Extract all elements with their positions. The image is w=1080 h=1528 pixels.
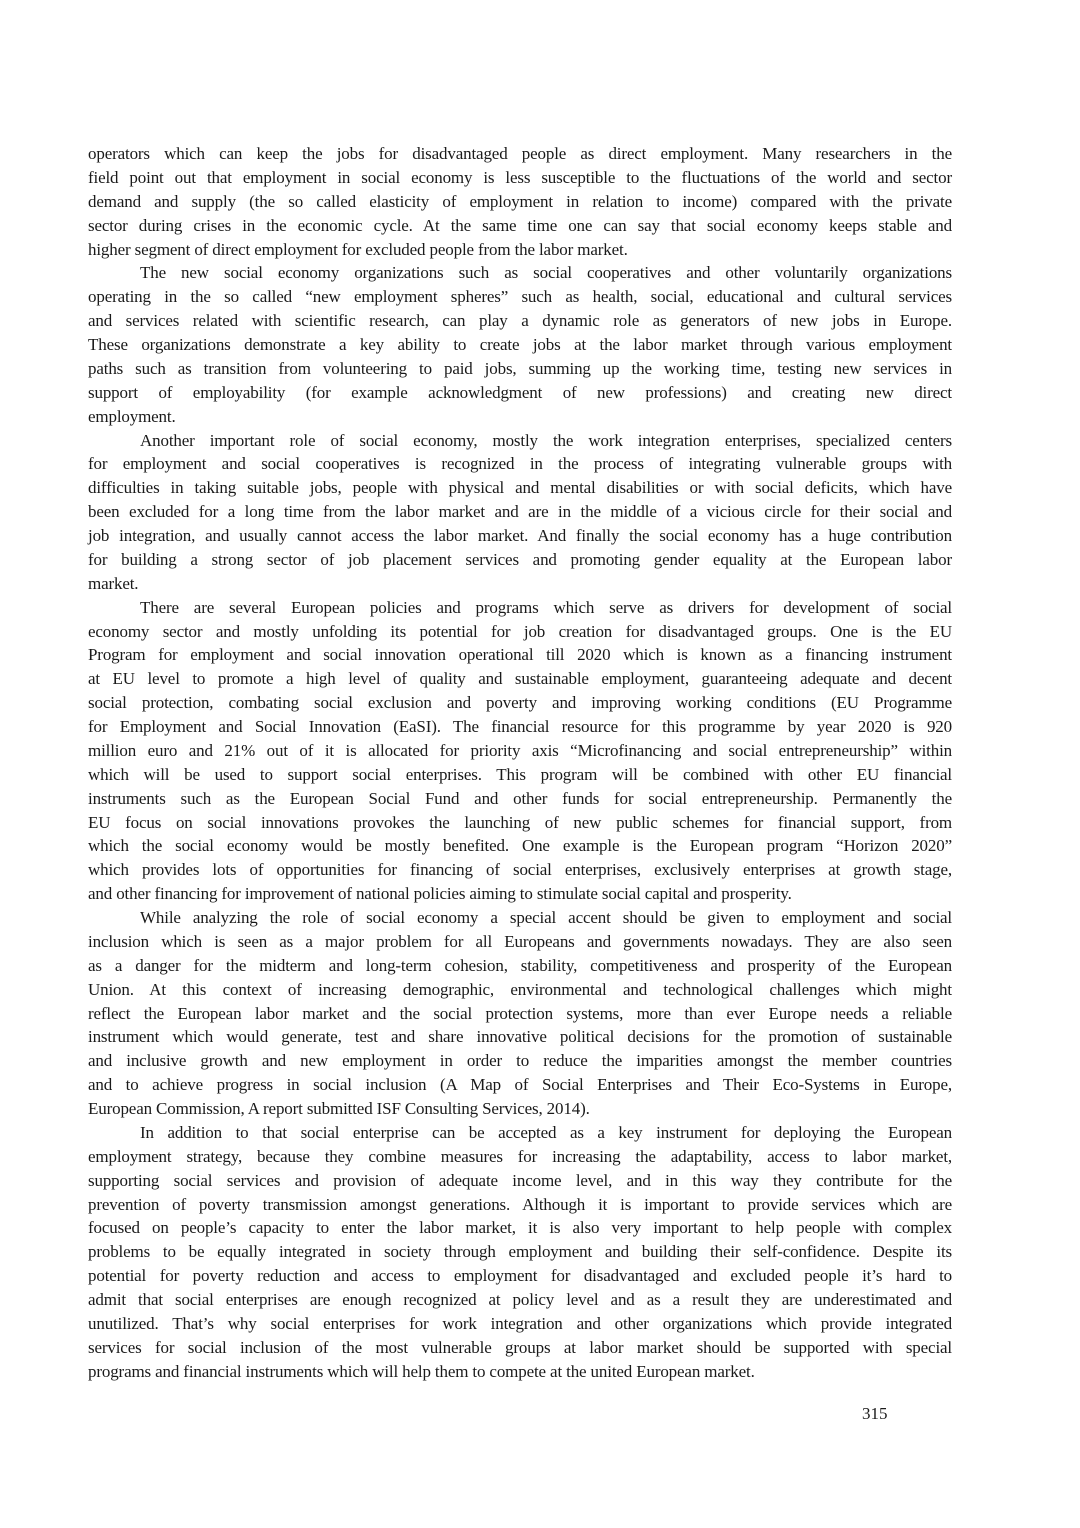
text-line: unutilized. That’s why social enterprises for work integration and other organizations which provide integrated [88,1313,952,1333]
text-line: as a danger for the midterm and long-term cohesion, stability, competitiveness and prosperity of the European [88,955,952,975]
text-line: The new social economy organizations such as social cooperatives and other voluntarily organizations [140,263,952,283]
text-line: focused on people’s capacity to enter the labor market, it is also very important to help people with complex [88,1218,952,1238]
paragraph [88,1121,952,1384]
text-line: Union. At this context of increasing demographic, environmental and technological challenges which might [88,979,952,999]
paragraph [88,906,952,1121]
page-number: 315 [862,1404,888,1423]
text-line: These organizations demonstrate a key ability to create jobs at the labor market through various employment [88,335,952,354]
text-line: While analyzing the role of social economy a special accent should be given to employment and social [140,908,952,927]
text-line: potential for poverty reduction and access to employment for disadvantaged and excluded people it’s hard to [88,1266,952,1286]
text-line: employment. [88,406,176,426]
text-line: which the social economy would be mostly benefited. One example is the European program “Horizon 2020” [88,836,952,856]
text-line: market. [88,573,139,593]
text-line: social protection, combating social exclusion and poverty and improving working conditions (EU Programme [88,693,952,713]
paragraph [88,142,952,261]
text-line: employment strategy, because they combine measures for increasing the adaptability, access to labor market, [88,1146,952,1166]
paragraph [88,261,952,428]
text-line: economy sector and mostly unfolding its potential for job creation for disadvantaged groups. One is the EU [88,621,952,641]
text-line: and services related with scientific research, can play a dynamic role as generators of new jobs in Europe. [88,311,952,331]
text-line: instruments such as the European Social Fund and other funds for social entrepreneurship. Permanently the [88,788,952,808]
text-line: difficulties in taking suitable jobs, people with physical and mental disabilities or with social deficits, which have [88,478,952,498]
text-line: and other financing for improvement of national policies aiming to stimulate social capital and prosperity. [88,884,792,904]
text-line: and inclusive growth and new employment in order to reduce the imparities amongst the member countries [88,1051,952,1071]
text-line: been excluded for a long time from the labor market and are in the middle of a vicious circle for their social and [88,502,952,522]
text-line: operating in the so called “new employment spheres” such as health, social, educational and cultural services [88,287,952,307]
text-line: and to achieve progress in social inclusion (A Map of Social Enterprises and Their Eco-Systems in Europe, [88,1075,952,1095]
text-line: for employment and social cooperatives is recognized in the process of integrating vulnerable groups with [88,454,952,474]
text-line: for Employment and Social Innovation (EaSI). The financial resource for this programme by year 2020 is 920 [88,717,952,736]
text-line: There are several European policies and programs which serve as drivers for development of social [140,597,952,617]
text-line: operators which can keep the jobs for disadvantaged people as direct employment. Many researchers in the [88,144,952,163]
text-line: for building a strong sector of job placement services and promoting gender equality at the European labor [88,549,952,569]
text-line: EU focus on social innovations provokes the launching of new public schemes for financial support, from [88,812,952,832]
text-line: In addition to that social enterprise can be accepted as a key instrument for deploying the European [140,1122,952,1142]
text-line: instrument which would generate, test and share innovative political decisions for the promotion of sustainable [88,1027,952,1047]
text-line: inclusion which is seen as a major problem for all Europeans and governments nowadays. They are also seen [88,931,952,951]
text-line: reflect the European labor market and the social protection systems, more than ever Europe needs a reliable [88,1003,952,1023]
text-line: programs and financial instruments which will help them to compete at the united European market. [88,1361,755,1381]
paragraph [88,429,952,596]
text-line: admit that social enterprises are enough recognized at policy level and as a result they are underestimated and [88,1290,952,1309]
text-line: services for social inclusion of the most vulnerable groups at labor market should be supported with special [88,1337,952,1357]
text-line: Another important role of social economy, mostly the work integration enterprises, specialized centers [140,430,952,450]
text-line: job integration, and usually cannot access the labor market. And finally the social economy has a huge contribution [88,526,952,545]
text-line: paths such as transition from volunteering to paid jobs, summing up the working time, testing new services in [88,358,952,378]
text-line: at EU level to promote a high level of quality and sustainable employment, guaranteeing adequate and decent [88,669,952,689]
text-line: supporting social services and provision of adequate income level, and in this way they contribute for the [88,1170,952,1190]
text-line: support of employability (for example acknowledgment of new professions) and creating new direct [88,382,952,402]
text-line: problems to be equally integrated in society through employment and building their self-confidence. Despite its [88,1242,952,1262]
document-body [88,142,952,1384]
text-line: which will be used to support social enterprises. This program will be combined with other EU financial [88,764,952,784]
text-line: higher segment of direct employment for excluded people from the labor market. [88,239,628,259]
text-line: Program for employment and social innovation operational till 2020 which is known as a financing instrument [88,645,952,665]
paragraph [88,596,952,906]
text-line: sector during crises in the economic cycle. At the same time one can say that social economy keeps stable and [88,215,952,235]
text-line: million euro and 21% out of it is allocated for priority axis “Microfinancing and social entrepreneurship” within [88,740,952,760]
text-line: demand and supply (the so called elasticity of employment in relation to income) compared with the private [88,191,952,211]
text-line: European Commission, A report submitted ISF Consulting Services, 2014). [88,1099,590,1118]
text-line: prevention of poverty transmission amongst generations. Although it is important to provide services which are [88,1194,952,1214]
text-line: field point out that employment in social economy is less susceptible to the fluctuations of the world and sector [88,167,952,187]
text-line: which provides lots of opportunities for financing of social enterprises, exclusively enterprises at growth stage, [88,860,952,880]
